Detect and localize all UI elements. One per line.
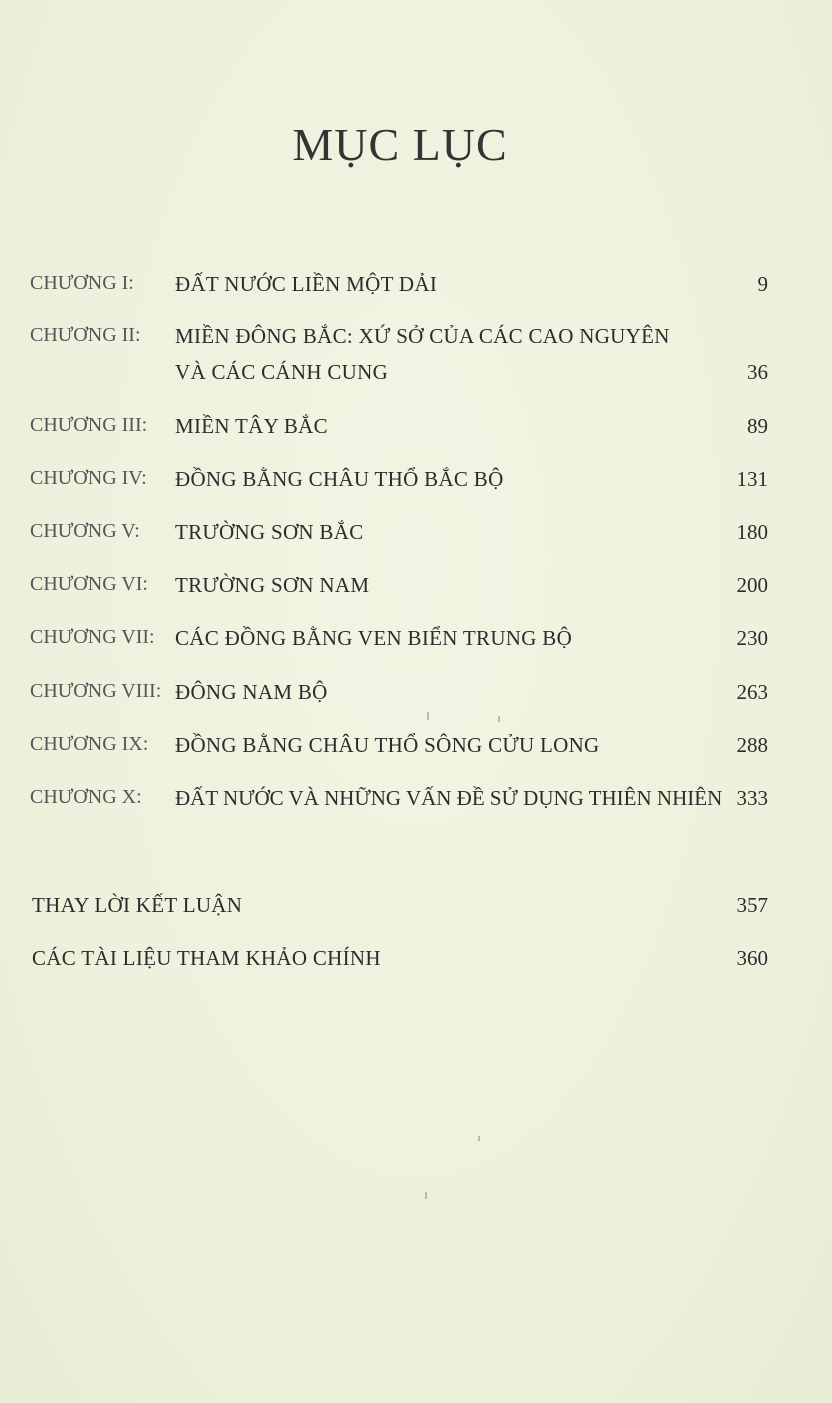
section-title: THAY LỜI KẾT LUẬN — [32, 893, 243, 917]
paper-speck — [427, 712, 429, 720]
chapter-title: ĐỒNG BẰNG CHÂU THỔ BẮC BỘ — [175, 467, 504, 491]
paper-speck — [498, 716, 500, 722]
chapter-title: ĐẤT NƯỚC LIỀN MỘT DẢI — [175, 272, 438, 296]
chapter-label: CHƯƠNG IX: — [30, 733, 149, 755]
toc-row-conclusion[interactable] — [0, 893, 832, 933]
chapter-page-number: 131 — [736, 467, 768, 491]
chapter-page-number: 263 — [736, 680, 768, 704]
page-title: MỤC LỤC — [292, 119, 508, 170]
chapter-label: CHƯƠNG V: — [30, 520, 140, 542]
toc-row-chapter-7[interactable] — [0, 626, 832, 666]
chapter-page-number: 288 — [736, 733, 768, 757]
paper-speck — [478, 1136, 480, 1141]
chapter-title: MIỀN TÂY BẮC — [175, 414, 328, 438]
chapter-title: ĐỒNG BẰNG CHÂU THỔ SÔNG CỬU LONG — [175, 733, 600, 757]
chapter-page-number: 333 — [736, 786, 768, 810]
toc-row-chapter-3[interactable] — [0, 414, 832, 454]
toc-row-chapter-2[interactable] — [0, 324, 832, 400]
chapter-page-number: 9 — [757, 272, 768, 296]
chapter-label: CHƯƠNG VI: — [30, 573, 148, 595]
chapter-page-number: 89 — [747, 414, 768, 438]
chapter-page-number: 230 — [736, 626, 768, 650]
chapter-label: CHƯƠNG VIII: — [30, 680, 162, 702]
toc-row-chapter-10[interactable] — [0, 786, 832, 826]
section-title: CÁC TÀI LIỆU THAM KHẢO CHÍNH — [32, 946, 381, 970]
chapter-label: CHƯƠNG I: — [30, 272, 134, 294]
chapter-label: CHƯƠNG VII: — [30, 626, 155, 648]
chapter-page-number: 180 — [736, 520, 768, 544]
toc-row-chapter-1[interactable] — [0, 272, 832, 312]
toc-row-chapter-6[interactable] — [0, 573, 832, 613]
toc-row-references[interactable] — [0, 946, 832, 986]
toc-row-chapter-4[interactable] — [0, 467, 832, 507]
chapter-title: MIỀN ĐÔNG BẮC: XỨ SỞ CỦA CÁC CAO NGUYÊN — [175, 324, 670, 348]
chapter-label: CHƯƠNG IV: — [30, 467, 147, 489]
toc-row-chapter-8[interactable] — [0, 680, 832, 720]
toc-row-chapter-9[interactable] — [0, 733, 832, 773]
chapter-title: ĐẤT NƯỚC VÀ NHỮNG VẤN ĐỀ SỬ DỤNG THIÊN NHIÊN — [175, 786, 723, 810]
chapter-title: TRƯỜNG SƠN BẮC — [175, 520, 364, 544]
chapter-label: CHƯƠNG X: — [30, 786, 142, 808]
section-page-number: 360 — [736, 946, 768, 970]
chapter-title: TRƯỜNG SƠN NAM — [175, 573, 370, 597]
section-page-number: 357 — [736, 893, 768, 917]
chapter-title: CÁC ĐỒNG BẰNG VEN BIỂN TRUNG BỘ — [175, 626, 573, 650]
toc-row-chapter-5[interactable] — [0, 520, 832, 560]
paper-speck — [425, 1192, 427, 1199]
chapter-label: CHƯƠNG III: — [30, 414, 148, 436]
chapter-title: ĐÔNG NAM BỘ — [175, 680, 328, 704]
chapter-label: CHƯƠNG II: — [30, 324, 141, 346]
chapter-page-number: 200 — [736, 573, 768, 597]
chapter-title-continued: VÀ CÁC CÁNH CUNG — [175, 360, 389, 384]
chapter-page-number: 36 — [747, 360, 768, 384]
